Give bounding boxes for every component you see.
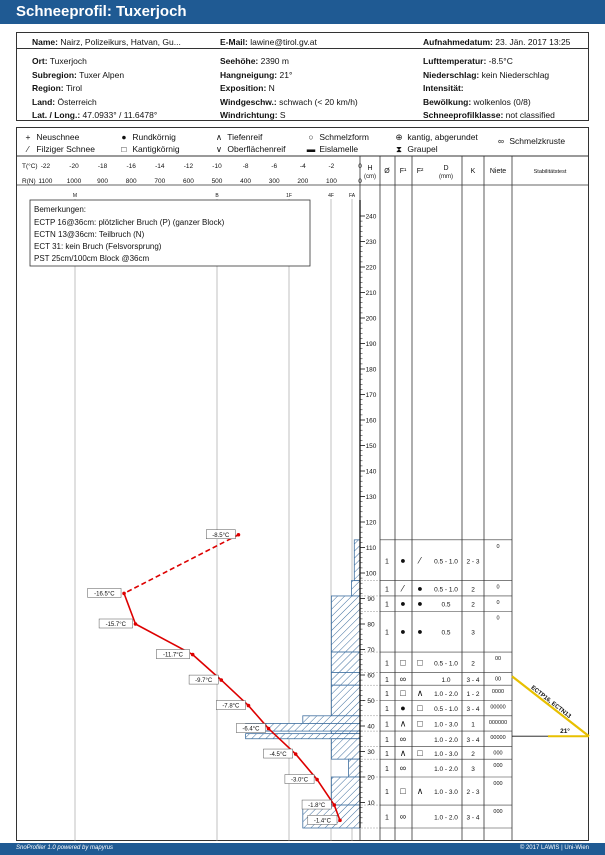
layer-k: 2 bbox=[471, 586, 475, 594]
layer-f1-icon: □ bbox=[400, 687, 406, 698]
layer-f1-icon: ● bbox=[400, 555, 406, 566]
legend-symbol-icon: ∨ bbox=[215, 144, 223, 154]
layer-theta: 1 bbox=[385, 660, 389, 668]
layer-d: 1.0 - 2.0 bbox=[434, 736, 458, 744]
hand-hardness-tick: M bbox=[72, 193, 78, 199]
layer-d: 1.0 - 3.0 bbox=[434, 721, 458, 729]
legend-symbol-icon: □ bbox=[121, 144, 127, 154]
layer-d: 0.5 - 1.0 bbox=[434, 558, 458, 566]
layer-f2-icon: □ bbox=[417, 718, 423, 729]
temperature-label: -4.5°C bbox=[269, 752, 287, 759]
r-tick-label: 1000 bbox=[66, 178, 82, 185]
temperature-label: -1.8°C bbox=[308, 803, 326, 810]
layer-niete: 00 bbox=[494, 676, 502, 683]
footer bbox=[0, 843, 605, 855]
d-unit: (mm) bbox=[439, 174, 453, 180]
layer-f2-icon: ∧ bbox=[416, 687, 424, 698]
layer-f2-icon: ● bbox=[417, 626, 423, 637]
temperature-point bbox=[247, 704, 251, 708]
d-header: D bbox=[443, 165, 449, 172]
layer-theta: 1 bbox=[385, 676, 389, 684]
legend-symbol-icon: ⊕ bbox=[395, 132, 403, 142]
temperature-point bbox=[237, 533, 241, 537]
hardness-bar bbox=[331, 739, 360, 759]
legend-item-5: ∞ Schmelzkruste bbox=[495, 136, 565, 146]
remarks-title: Bemerkungen: bbox=[34, 205, 87, 214]
page-title: Schneeprofil: Tuxerjoch bbox=[16, 3, 187, 20]
layer-theta: 1 bbox=[385, 766, 389, 774]
layer-d: 0.5 - 1.0 bbox=[434, 660, 458, 668]
layer-theta: 1 bbox=[385, 814, 389, 822]
temperature-label: -3.0°C bbox=[290, 777, 309, 784]
temperature-point bbox=[122, 592, 126, 596]
layer-niete: 0 bbox=[496, 584, 500, 591]
info-col3-row-0: Lufttemperatur: -8.5°C bbox=[423, 56, 513, 66]
r-tick-label: 500 bbox=[211, 178, 223, 185]
temperature-point bbox=[332, 803, 336, 807]
legend-item-7: □ Kantigkörnig bbox=[118, 144, 180, 154]
temperature-point bbox=[294, 752, 298, 756]
layer-k: 2 - 3 bbox=[466, 558, 480, 566]
h-tick-label: 90 bbox=[367, 596, 375, 603]
layer-theta: 1 bbox=[385, 721, 389, 729]
f2-header: F² bbox=[416, 168, 424, 175]
h-tick-label: 230 bbox=[365, 239, 377, 246]
h-tick-label: 220 bbox=[365, 264, 377, 272]
temperature-label: -6.4°C bbox=[242, 726, 260, 733]
layer-f2-icon: □ bbox=[417, 657, 423, 668]
h-tick-label: 80 bbox=[367, 621, 375, 629]
h-tick-label: 70 bbox=[367, 647, 375, 654]
remarks-line: ECTP 16@36cm: plötzlicher Bruch (P) (ganzer Block) bbox=[34, 218, 225, 227]
layer-k: 3 bbox=[471, 766, 475, 774]
temperature-label: -7.8°C bbox=[222, 703, 240, 710]
h-tick-label: 170 bbox=[365, 392, 377, 399]
layer-f1-icon: ● bbox=[400, 626, 406, 637]
k-header: K bbox=[470, 168, 476, 175]
layer-theta: 1 bbox=[385, 690, 389, 698]
layer-d: 1.0 bbox=[441, 676, 451, 684]
layer-theta: 1 bbox=[385, 706, 389, 714]
layer-f2-icon: ∧ bbox=[416, 786, 424, 797]
f1-header: F¹ bbox=[399, 168, 407, 175]
stability-label: ECTP16, ECTN13 bbox=[529, 684, 572, 720]
info-col1-row-3: Land: Österreich bbox=[32, 96, 97, 107]
remarks-line: ECTN 13@36cm: Teilbruch (N) bbox=[34, 230, 145, 239]
t-tick-label: -4 bbox=[299, 163, 306, 170]
legend-symbol-icon: ∞ bbox=[497, 136, 505, 146]
r-tick-label: 1100 bbox=[38, 178, 53, 185]
layer-f1-icon: ● bbox=[400, 598, 406, 609]
hardness-bar bbox=[331, 685, 360, 716]
layer-d: 1.0 - 3.0 bbox=[434, 750, 458, 758]
layer-d: 0.5 bbox=[441, 601, 451, 609]
hardness-bar bbox=[303, 716, 360, 724]
r-tick-label: 0 bbox=[358, 178, 362, 185]
h-tick-label: 190 bbox=[365, 341, 377, 348]
hardness-bar bbox=[349, 759, 360, 777]
layer-f2-icon: ⁄ bbox=[419, 555, 421, 566]
layer-theta: 1 bbox=[385, 736, 389, 744]
info-col2-row-2: Exposition: N bbox=[220, 83, 275, 93]
h-tick-label: 180 bbox=[365, 366, 377, 374]
stability-slope bbox=[512, 676, 589, 736]
legend-item-6: ⁄ Filziger Schnee bbox=[22, 144, 95, 154]
email-row: E-Mail: lawine@tirol.gv.at bbox=[220, 37, 317, 47]
temperature-line bbox=[124, 532, 238, 594]
layer-d: 1.0 - 2.0 bbox=[434, 814, 458, 822]
layer-niete: 000 bbox=[493, 809, 503, 816]
footer-software: SnoProfiler 1.0 powered by mapyrus bbox=[16, 845, 114, 851]
slope-angle-label: 21° bbox=[560, 728, 570, 736]
t-tick-label: -10 bbox=[212, 163, 222, 170]
layer-k: 2 - 3 bbox=[466, 789, 480, 797]
h-tick-label: 40 bbox=[367, 723, 375, 731]
t-tick-label: -14 bbox=[155, 163, 165, 170]
hand-hardness-tick: 1F bbox=[286, 193, 292, 199]
name-row: Name: Nairz, Polizeikurs, Hatvan, Gu... bbox=[32, 37, 181, 47]
h-tick-label: 140 bbox=[365, 468, 377, 476]
t-tick-label: -20 bbox=[69, 163, 79, 170]
layer-niete: 00000 bbox=[490, 704, 506, 711]
legend-item-0: + Neuschnee bbox=[22, 132, 79, 142]
layer-theta: 1 bbox=[385, 789, 389, 797]
hardness-bar bbox=[331, 596, 360, 652]
layer-niete: 0 bbox=[496, 543, 500, 550]
layer-theta: 1 bbox=[385, 586, 389, 594]
remarks-line: ECT 31: kein Bruch (Felsvorsprung) bbox=[34, 242, 162, 251]
t-tick-label: -18 bbox=[97, 163, 108, 170]
layer-k: 3 - 4 bbox=[466, 676, 480, 684]
info-col2-row-0: Seehöhe: 2390 m bbox=[220, 56, 289, 66]
layer-niete: 00 bbox=[494, 656, 502, 663]
legend-item-1: ● Rundkörnig bbox=[118, 132, 176, 142]
legend-symbol-icon: ○ bbox=[308, 132, 314, 142]
layer-niete: 0 bbox=[496, 615, 500, 622]
layer-f1-icon: □ bbox=[400, 786, 406, 797]
t-tick-label: 0 bbox=[358, 163, 362, 170]
h-tick-label: 240 bbox=[365, 213, 377, 221]
layer-d: 0.5 bbox=[441, 629, 451, 637]
legend-symbol-icon: ⁄ bbox=[27, 144, 29, 154]
hardness-bar bbox=[246, 734, 360, 739]
r-tick-label: 200 bbox=[297, 178, 309, 185]
layer-f1-icon: ∞ bbox=[399, 733, 407, 744]
t-tick-label: -2 bbox=[328, 163, 335, 170]
temperature-point bbox=[134, 622, 138, 626]
temperature-label: -16.5°C bbox=[94, 591, 115, 598]
t-tick-label: -6 bbox=[271, 163, 278, 170]
layer-k: 2 bbox=[471, 660, 475, 668]
legend-symbol-icon: + bbox=[25, 132, 31, 142]
remarks-line: PST 25cm/100cm Block @36cm bbox=[34, 254, 150, 263]
layer-k: 3 - 4 bbox=[466, 814, 480, 822]
temperature-point bbox=[315, 778, 319, 782]
info-col1-row-0: Ort: Tuxerjoch bbox=[32, 56, 87, 66]
r-tick-label: 600 bbox=[182, 178, 194, 185]
r-tick-label: 400 bbox=[240, 178, 252, 185]
temperature-label: -1.4°C bbox=[313, 818, 331, 825]
hardness-bar bbox=[331, 672, 360, 685]
layer-f2-icon: ● bbox=[417, 598, 423, 609]
hand-hardness-tick: 4F bbox=[328, 193, 334, 199]
layer-k: 1 - 2 bbox=[466, 690, 480, 698]
hardness-bar bbox=[331, 652, 360, 672]
h-tick-label: 50 bbox=[367, 698, 375, 705]
layer-f1-icon: ∞ bbox=[399, 811, 407, 822]
layer-f1-icon: ⁄ bbox=[402, 583, 404, 594]
legend-item-9: ▬ Eislamelle bbox=[306, 144, 359, 154]
layer-f2-icon: □ bbox=[417, 703, 423, 714]
layer-k: 3 - 4 bbox=[466, 736, 480, 744]
h-tick-label: 120 bbox=[365, 519, 377, 527]
legend-symbol-icon: ● bbox=[121, 132, 127, 142]
temperature-point bbox=[191, 653, 195, 657]
layer-k: 2 bbox=[471, 601, 475, 609]
layer-niete: 000 bbox=[493, 763, 503, 770]
niete-header: Niete bbox=[489, 168, 507, 175]
h-tick-label: 20 bbox=[367, 774, 375, 782]
r-axis-label: R(N) bbox=[22, 178, 36, 185]
layer-k: 3 bbox=[471, 629, 475, 637]
r-tick-label: 100 bbox=[325, 178, 337, 185]
theta-header: Ø bbox=[384, 168, 390, 175]
temperature-label: -8.5°C bbox=[212, 532, 230, 539]
layer-theta: 1 bbox=[385, 629, 389, 637]
legend-item-4: ⊕ kantig, abgerundet bbox=[393, 132, 478, 143]
layer-f1-icon: ∧ bbox=[399, 718, 407, 729]
t-tick-label: -12 bbox=[183, 163, 194, 170]
legend-item-2: ∧ Tiefenreif bbox=[213, 132, 262, 143]
h-tick-label: 200 bbox=[365, 315, 377, 323]
layer-f1-icon: ∞ bbox=[399, 673, 407, 684]
hand-hardness-tick: B bbox=[215, 193, 219, 199]
h-unit: (cm) bbox=[364, 174, 376, 180]
h-tick-label: 150 bbox=[365, 443, 377, 450]
layer-niete: 000000 bbox=[488, 719, 508, 726]
h-tick-label: 30 bbox=[367, 749, 375, 756]
info-col3-row-2: Intensität: bbox=[423, 83, 464, 93]
h-tick-label: 110 bbox=[365, 545, 377, 552]
layer-k: 1 bbox=[471, 721, 475, 729]
layer-f2-icon: ● bbox=[417, 583, 423, 594]
layer-niete: 0000 bbox=[491, 689, 505, 696]
layer-d: 1.0 - 2.0 bbox=[434, 766, 458, 774]
layer-f1-icon: ∞ bbox=[399, 763, 407, 774]
temperature-point bbox=[267, 727, 271, 731]
layer-theta: 1 bbox=[385, 750, 389, 758]
info-col1-row-1: Subregion: Tuxer Alpen bbox=[32, 69, 125, 80]
hardness-bar bbox=[331, 777, 360, 805]
legend-symbol-icon: ⧗ bbox=[396, 144, 402, 154]
t-tick-label: -8 bbox=[242, 163, 249, 170]
layer-d: 0.5 - 1.0 bbox=[434, 586, 458, 594]
r-tick-label: 800 bbox=[125, 178, 137, 185]
t-tick-label: -16 bbox=[126, 163, 136, 170]
t-tick-label: -22 bbox=[40, 163, 51, 170]
hand-hardness-tick: FA bbox=[348, 193, 356, 199]
layer-k: 2 bbox=[471, 750, 475, 758]
h-tick-label: 130 bbox=[365, 494, 377, 501]
stab-header: Stabilitätstest bbox=[533, 169, 567, 175]
layer-f1-icon: ● bbox=[400, 703, 406, 714]
layer-niete: 0 bbox=[496, 599, 500, 606]
h-header: H bbox=[367, 165, 373, 172]
layer-niete: 000 bbox=[493, 750, 503, 757]
layer-f1-icon: ∧ bbox=[399, 747, 407, 758]
layer-k: 3 - 4 bbox=[466, 706, 480, 714]
legend-symbol-icon: ∧ bbox=[215, 132, 223, 142]
legend-item-8: ∨ Oberflächenreif bbox=[213, 144, 285, 155]
info-col2-row-4: Windrichtung: S bbox=[220, 110, 286, 120]
h-tick-label: 100 bbox=[365, 570, 377, 578]
h-tick-label: 210 bbox=[365, 290, 377, 297]
layer-theta: 1 bbox=[385, 601, 389, 609]
temperature-label: -11.7°C bbox=[163, 652, 183, 659]
layer-theta: 1 bbox=[385, 558, 389, 566]
info-col3-row-4: Schneeprofilklasse: not classified bbox=[423, 110, 555, 120]
legend-item-3: ○ Schmelzform bbox=[305, 132, 369, 142]
layer-f1-icon: □ bbox=[400, 657, 406, 668]
date-row: Aufnahmedatum: 23. Jän. 2017 13:25 bbox=[423, 37, 571, 47]
info-col2-row-1: Hangneigung: 21° bbox=[220, 69, 293, 80]
r-tick-label: 900 bbox=[97, 178, 109, 185]
layer-d: 1.0 - 2.0 bbox=[434, 690, 458, 698]
temperature-point bbox=[219, 678, 223, 682]
info-col2-row-3: Windgeschw.: schwach (< 20 km/h) bbox=[220, 96, 358, 107]
hardness-bar bbox=[351, 581, 360, 596]
r-tick-label: 700 bbox=[154, 178, 166, 185]
layer-d: 0.5 - 1.0 bbox=[434, 706, 458, 714]
layer-f2-icon: □ bbox=[417, 747, 423, 758]
hardness-bar bbox=[354, 540, 360, 581]
temperature-label: -9.7°C bbox=[195, 678, 213, 685]
info-col1-row-4: Lat. / Long.: 47.0933° / 11.6478° bbox=[32, 110, 158, 120]
temperature-label: -15.7°C bbox=[105, 622, 127, 628]
legend-item-10: ⧗ Graupel bbox=[393, 144, 438, 155]
footer-copyright: © 2017 LAWIS | Uni-Wien bbox=[519, 845, 589, 851]
info-col3-row-1: Niederschlag: kein Niederschlag bbox=[423, 69, 550, 80]
h-tick-label: 160 bbox=[365, 417, 377, 425]
temperature-point bbox=[338, 819, 342, 823]
layer-niete: 00000 bbox=[490, 735, 506, 742]
layer-d: 1.0 - 3.0 bbox=[434, 789, 458, 797]
t-axis-label: T(°C) bbox=[22, 163, 38, 170]
h-tick-label: 10 bbox=[367, 800, 375, 807]
legend-symbol-icon: ▬ bbox=[306, 144, 316, 154]
r-tick-label: 300 bbox=[268, 178, 280, 185]
h-tick-label: 60 bbox=[367, 672, 375, 680]
info-col1-row-2: Region: Tirol bbox=[32, 83, 83, 93]
layer-niete: 000 bbox=[493, 781, 503, 787]
info-col3-row-3: Bewölkung: wolkenlos (0/8) bbox=[423, 96, 531, 107]
